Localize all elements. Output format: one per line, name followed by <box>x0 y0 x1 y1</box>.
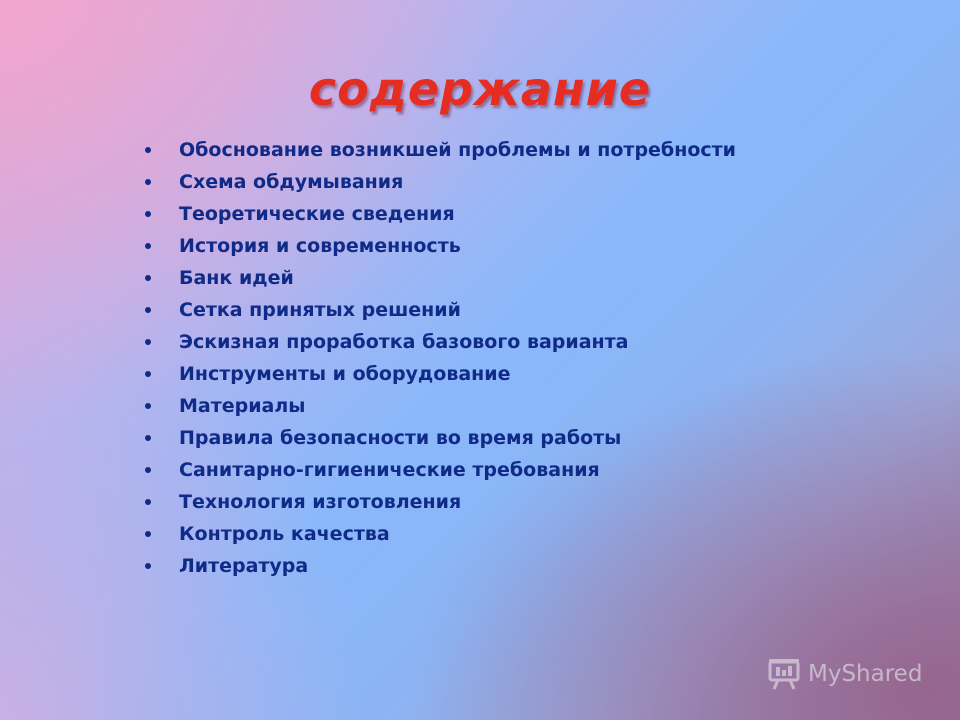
list-item-text: Теоретические сведения <box>179 203 455 225</box>
list-item <box>145 390 736 422</box>
list-item-text: Сетка принятых решений <box>179 299 461 321</box>
bullet-icon <box>145 499 151 505</box>
list-item <box>145 230 736 262</box>
list-item <box>145 422 736 454</box>
list-item <box>145 454 736 486</box>
bullet-icon <box>145 339 151 345</box>
bullet-icon <box>145 179 151 185</box>
list-item-text: Банк идей <box>179 267 294 289</box>
list-item-text: Инструменты и оборудование <box>179 363 511 385</box>
contents-list <box>145 134 736 582</box>
list-item-text: Санитарно-гигиенические требования <box>179 459 600 481</box>
list-item <box>145 294 736 326</box>
list-item <box>145 358 736 390</box>
list-item-text: Литература <box>179 555 309 577</box>
list-item <box>145 166 736 198</box>
list-item <box>145 326 736 358</box>
list-item-text: Обоснование возникшей проблемы и потребности <box>179 139 736 161</box>
bullet-icon <box>145 275 151 281</box>
list-item <box>145 198 736 230</box>
watermark <box>768 656 922 692</box>
bullet-icon <box>145 403 151 409</box>
bullet-icon <box>145 371 151 377</box>
list-item <box>145 262 736 294</box>
list-item <box>145 134 736 166</box>
list-item-text: История и современность <box>179 235 461 257</box>
bullet-icon <box>145 211 151 217</box>
list-item-text: Эскизная проработка базового варианта <box>179 331 629 353</box>
slide-title: содержание <box>308 62 652 116</box>
bullet-icon <box>145 467 151 473</box>
bullet-icon <box>145 147 151 153</box>
list-item <box>145 518 736 550</box>
presentation-board-icon <box>768 657 802 691</box>
list-item-text: Технология изготовления <box>179 491 462 513</box>
watermark-text: MyShared <box>808 661 923 687</box>
list-item <box>145 486 736 518</box>
bullet-icon <box>145 435 151 441</box>
list-item-text: Правила безопасности во время работы <box>179 427 622 449</box>
bullet-icon <box>145 531 151 537</box>
list-item <box>145 550 736 582</box>
bullet-icon <box>145 563 151 569</box>
bullet-icon <box>145 307 151 313</box>
list-item-text: Схема обдумывания <box>179 171 404 193</box>
list-item-text: Контроль качества <box>179 523 390 545</box>
list-item-text: Материалы <box>179 395 306 417</box>
bullet-icon <box>145 243 151 249</box>
